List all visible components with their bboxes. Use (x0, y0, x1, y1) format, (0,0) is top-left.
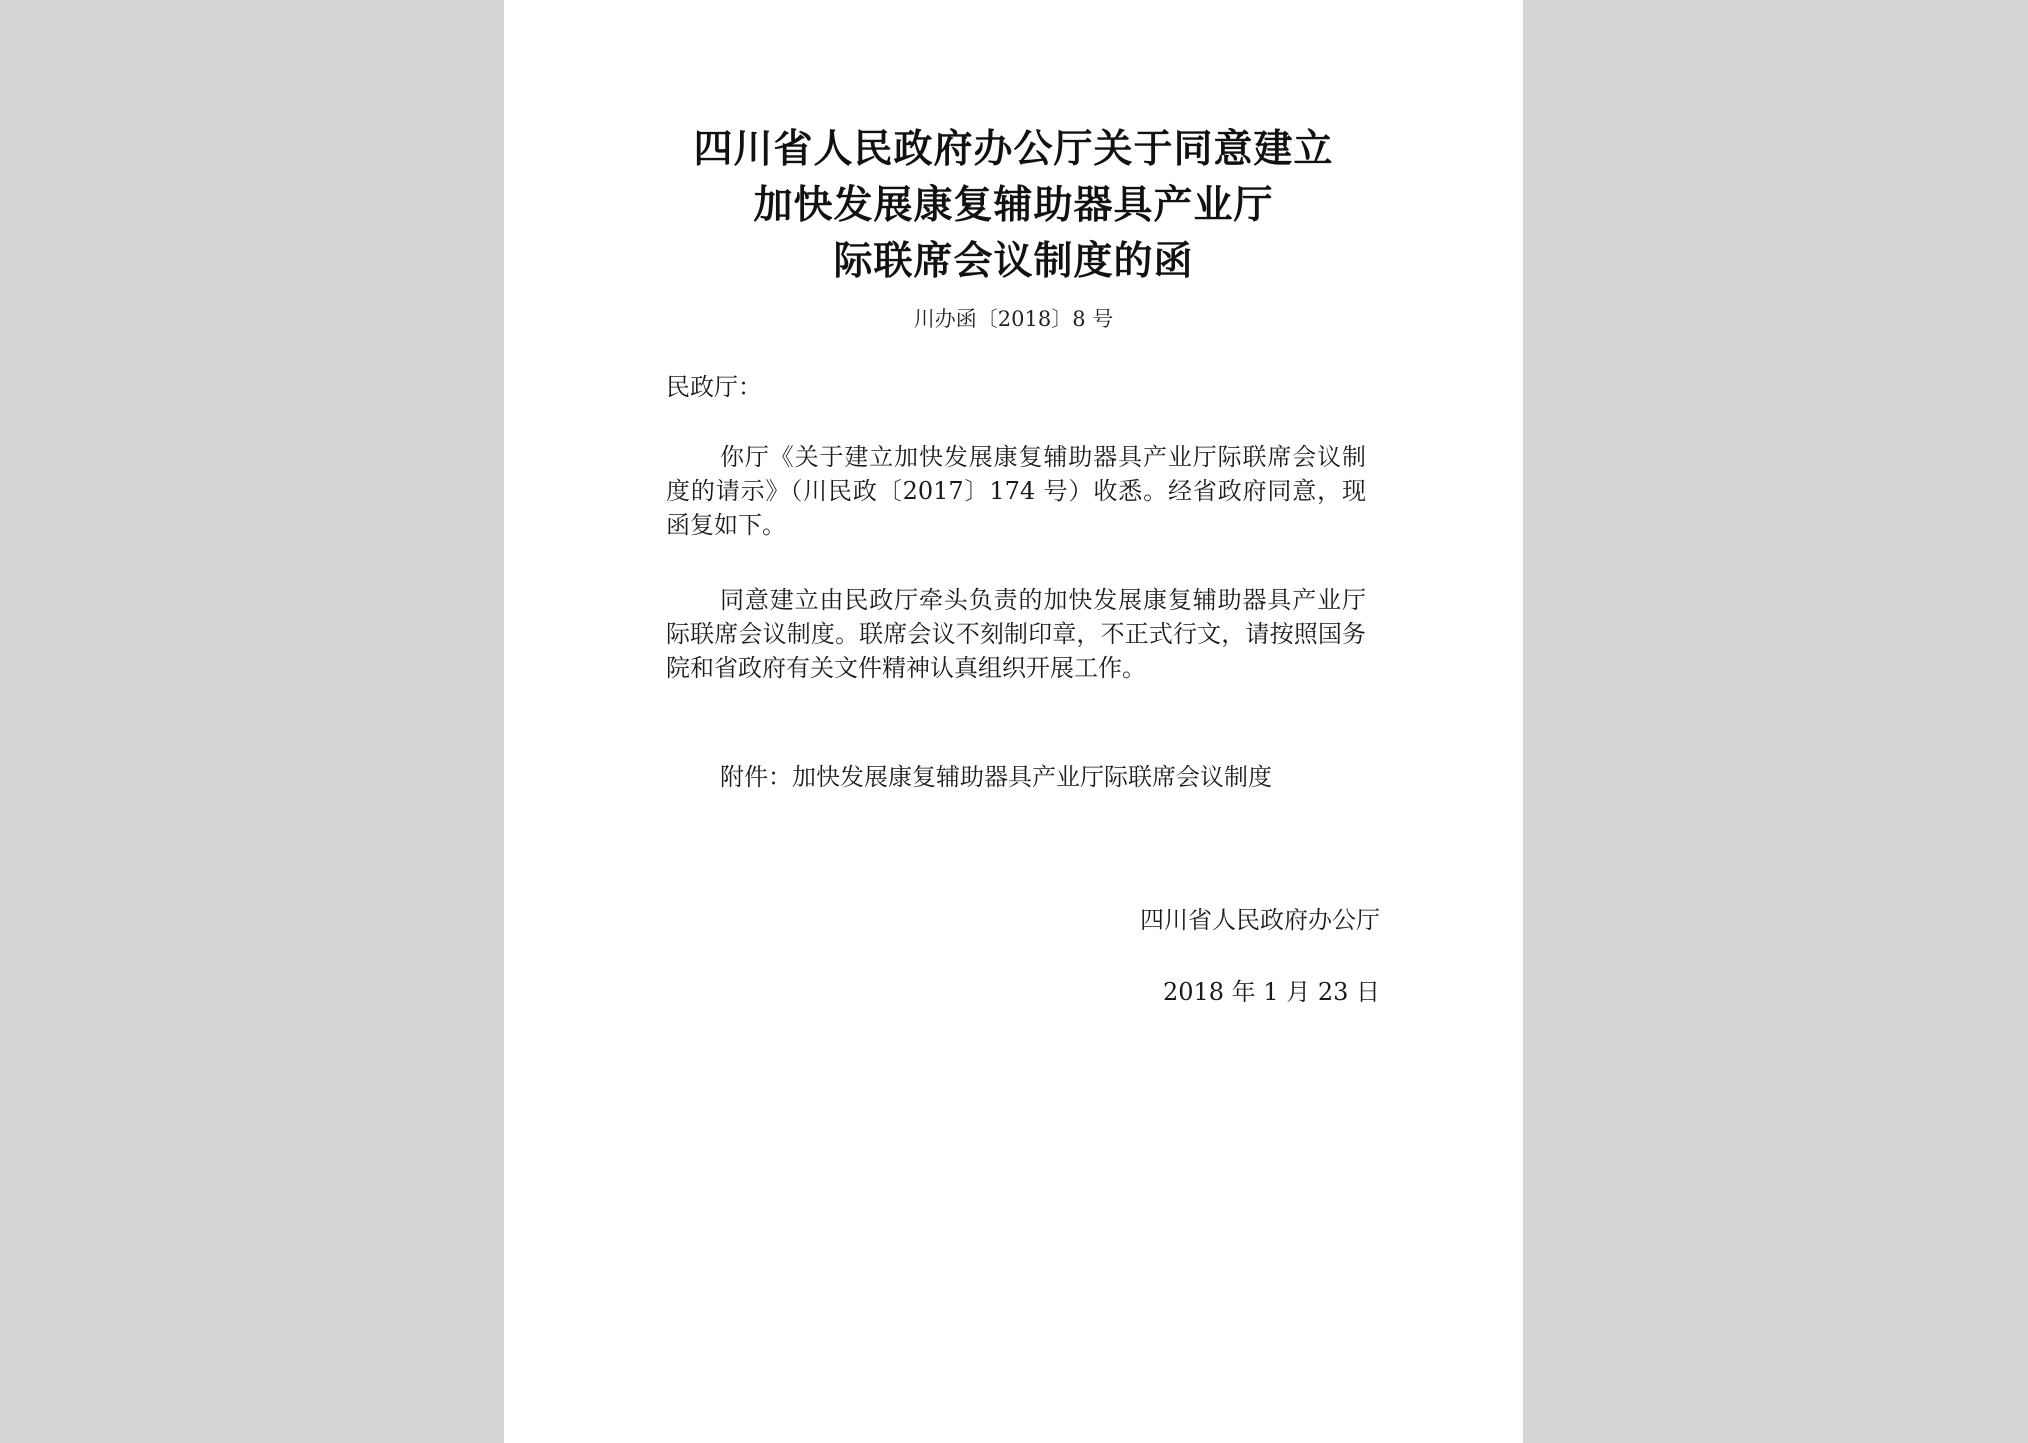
body-paragraph-2: 同意建立由民政厅牵头负责的加快发展康复辅助器具产业厅际联席会议制度。联席会议不刻制印章，不正式行文，请按照国务院和省政府有关文件精神认真组织开展工作。 (666, 586, 1366, 682)
attachment-line: 附件：加快发展康复辅助器具产业厅际联席会议制度 (720, 763, 1272, 791)
title-line-1: 四川省人民政府办公厅关于同意建立 (693, 127, 1334, 172)
title-line-3: 际联席会议制度的函 (833, 239, 1194, 284)
document-title (504, 122, 1523, 290)
document-number: 川办函〔2018〕8 号 (913, 307, 1114, 331)
body-paragraph-1: 你厅《关于建立加快发展康复辅助器具产业厅际联席会议制度的请示》（川民政〔2017〕174 号）收悉。经省政府同意，现函复如下。 (666, 443, 1366, 539)
title-line-2: 加快发展康复辅助器具产业厅 (753, 183, 1274, 228)
salutation: 民政厅： (666, 373, 762, 401)
signing-date: 2018 年 1 月 23 日 (1162, 978, 1380, 1006)
signer: 四川省人民政府办公厅 (1140, 906, 1380, 934)
document-page (504, 0, 1523, 1443)
